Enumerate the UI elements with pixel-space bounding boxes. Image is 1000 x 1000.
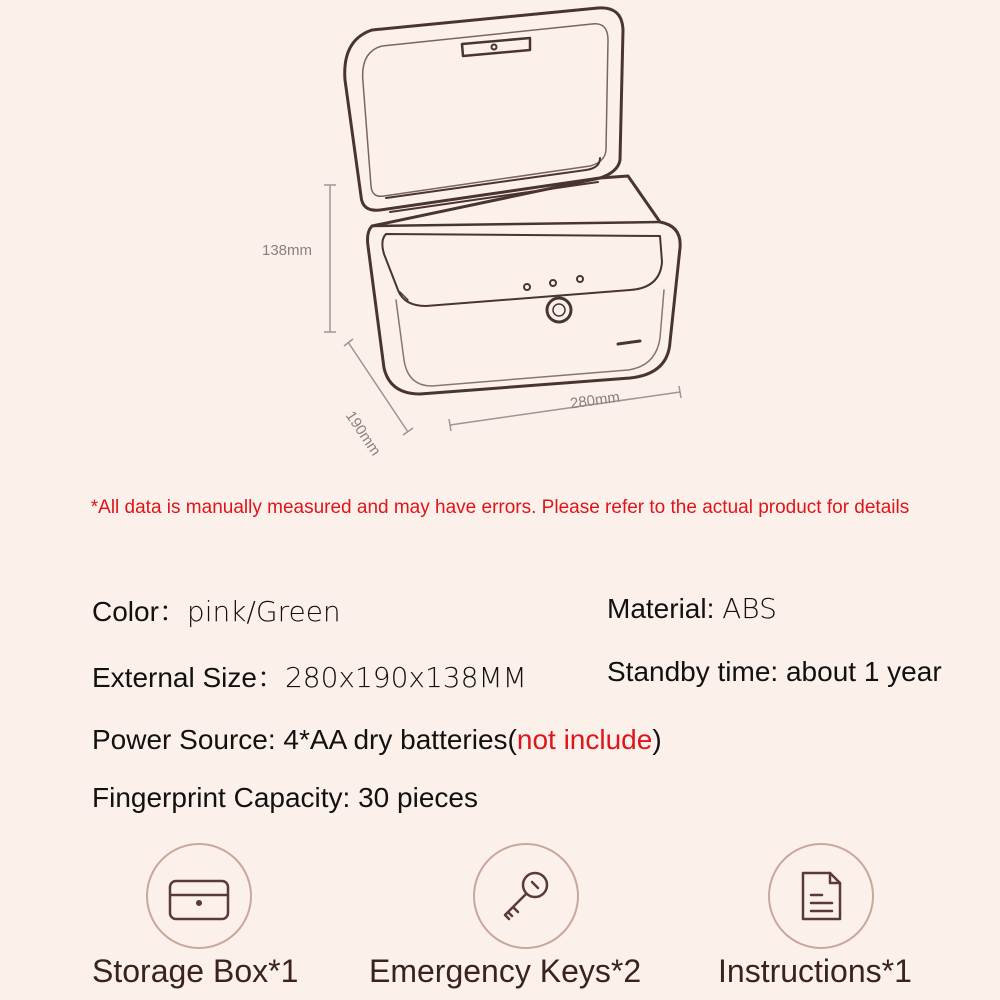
storage-box-drawing [0, 0, 1000, 470]
spec-color-label: Color： [92, 596, 187, 627]
spec-external-size [92, 656, 527, 696]
storage-box-icon [146, 843, 252, 949]
spec-power-note: not include [516, 724, 653, 755]
spec-color-value: pink/Green [186, 595, 341, 628]
width-dimension-label: 280mm [569, 388, 621, 413]
document-icon [768, 843, 874, 949]
spec-power-source [92, 724, 662, 756]
key-icon [473, 843, 579, 949]
spec-standby-time: Standby time: about 1 year [607, 656, 942, 687]
package-item-emergency-keys: Emergency Keys*2 [369, 953, 642, 989]
height-dimension-label: 138mm [262, 242, 313, 259]
spec-power-close: ) [652, 724, 662, 755]
spec-color [92, 590, 341, 630]
spec-material-value: ABS [722, 592, 777, 625]
spec-power-label: Power Source: 4*AA dry batteries( [92, 724, 517, 755]
product-diagram [0, 0, 1000, 470]
package-item-instructions: Instructions*1 [718, 953, 912, 989]
spec-size-value: 280x190x138MM [284, 661, 527, 694]
depth-dimension-label: 190mm [341, 408, 384, 459]
spec-material-label: Material: [607, 593, 715, 624]
package-item-storage-box: Storage Box*1 [92, 953, 299, 989]
measurement-disclaimer: *All data is manually measured and may have errors. Please refer to the actual product for details [90, 497, 910, 518]
spec-fingerprint-capacity: Fingerprint Capacity: 30 pieces [92, 782, 478, 813]
spec-size-label: External Size： [92, 662, 285, 693]
spec-material [607, 592, 777, 625]
